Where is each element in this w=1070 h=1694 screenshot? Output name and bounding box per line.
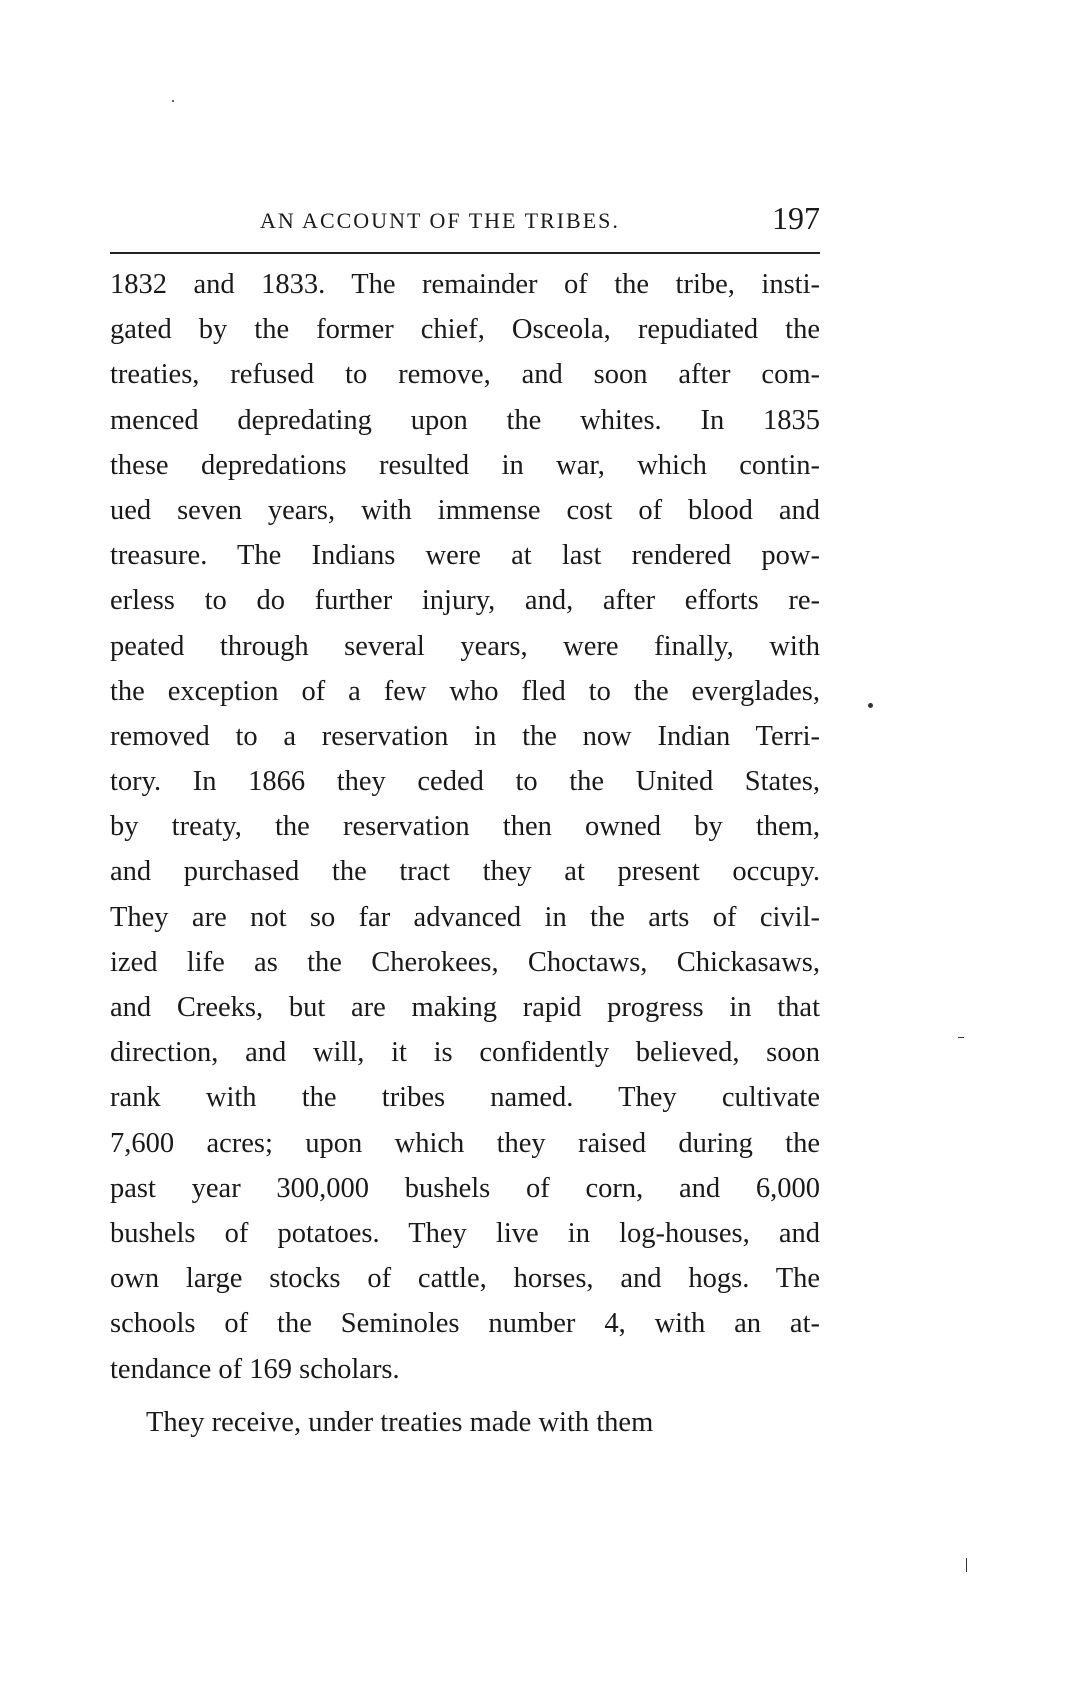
text-line: these depredations resulted in war, which contin- (110, 449, 820, 481)
scan-speck (958, 1037, 964, 1038)
text-line: menced depredating upon the whites. In 1835 (110, 404, 820, 436)
scan-speck (966, 1558, 967, 1572)
text-line: past year 300,000 bushels of corn, and 6,000 (110, 1172, 820, 1204)
paragraph-gap (110, 1392, 820, 1400)
paragraph-1 (110, 262, 820, 1392)
text-line: schools of the Seminoles number 4, with an at- (110, 1308, 820, 1340)
text-line: treaties, refused to remove, and soon after com- (110, 359, 820, 391)
page-number: 197 (772, 200, 820, 236)
body-text (110, 262, 820, 1445)
scan-speck (868, 703, 873, 708)
text-line: rank with the tribes named. They cultivate (110, 1082, 820, 1114)
running-title: AN ACCOUNT OF THE TRIBES. (260, 208, 620, 233)
text-line: tory. In 1866 they ceded to the United States, (110, 766, 820, 798)
text-line: ized life as the Cherokees, Choctaws, Chickasaws, (110, 946, 820, 978)
text-line: peated through several years, were finally, with (110, 630, 820, 662)
text-line: 7,600 acres; upon which they raised during the (110, 1127, 820, 1159)
running-head (110, 200, 820, 250)
text-line: removed to a reservation in the now Indian Terri- (110, 720, 820, 752)
scan-speck (172, 100, 174, 102)
text-line: direction, and will, it is confidently believed, soon (110, 1037, 820, 1069)
paragraph-2 (110, 1400, 820, 1445)
text-line: and Creeks, but are making rapid progress in that (110, 992, 820, 1023)
text-line: 1832 and 1833. The remainder of the tribe, insti- (110, 269, 820, 300)
text-line: by treaty, the reservation then owned by them, (110, 811, 820, 843)
text-line: They are not so far advanced in the arts of civil- (110, 901, 820, 933)
text-line: They receive, under treaties made with them (146, 1406, 654, 1438)
text-line: the exception of a few who fled to the everglades, (110, 675, 820, 707)
text-line: ued seven years, with immense cost of blood and (110, 494, 820, 526)
text-line: gated by the former chief, Osceola, repudiated the (110, 314, 820, 346)
text-line: and purchased the tract they at present occupy. (110, 856, 820, 888)
text-line: treasure. The Indians were at last rendered pow- (110, 540, 820, 572)
text-line: own large stocks of cattle, horses, and hogs. The (110, 1263, 820, 1295)
text-line: bushels of potatoes. They live in log-houses, and (110, 1217, 820, 1249)
text-line: erless to do further injury, and, after efforts re- (110, 585, 820, 617)
header-rule (110, 252, 820, 254)
text-line: tendance of 169 scholars. (110, 1353, 400, 1385)
